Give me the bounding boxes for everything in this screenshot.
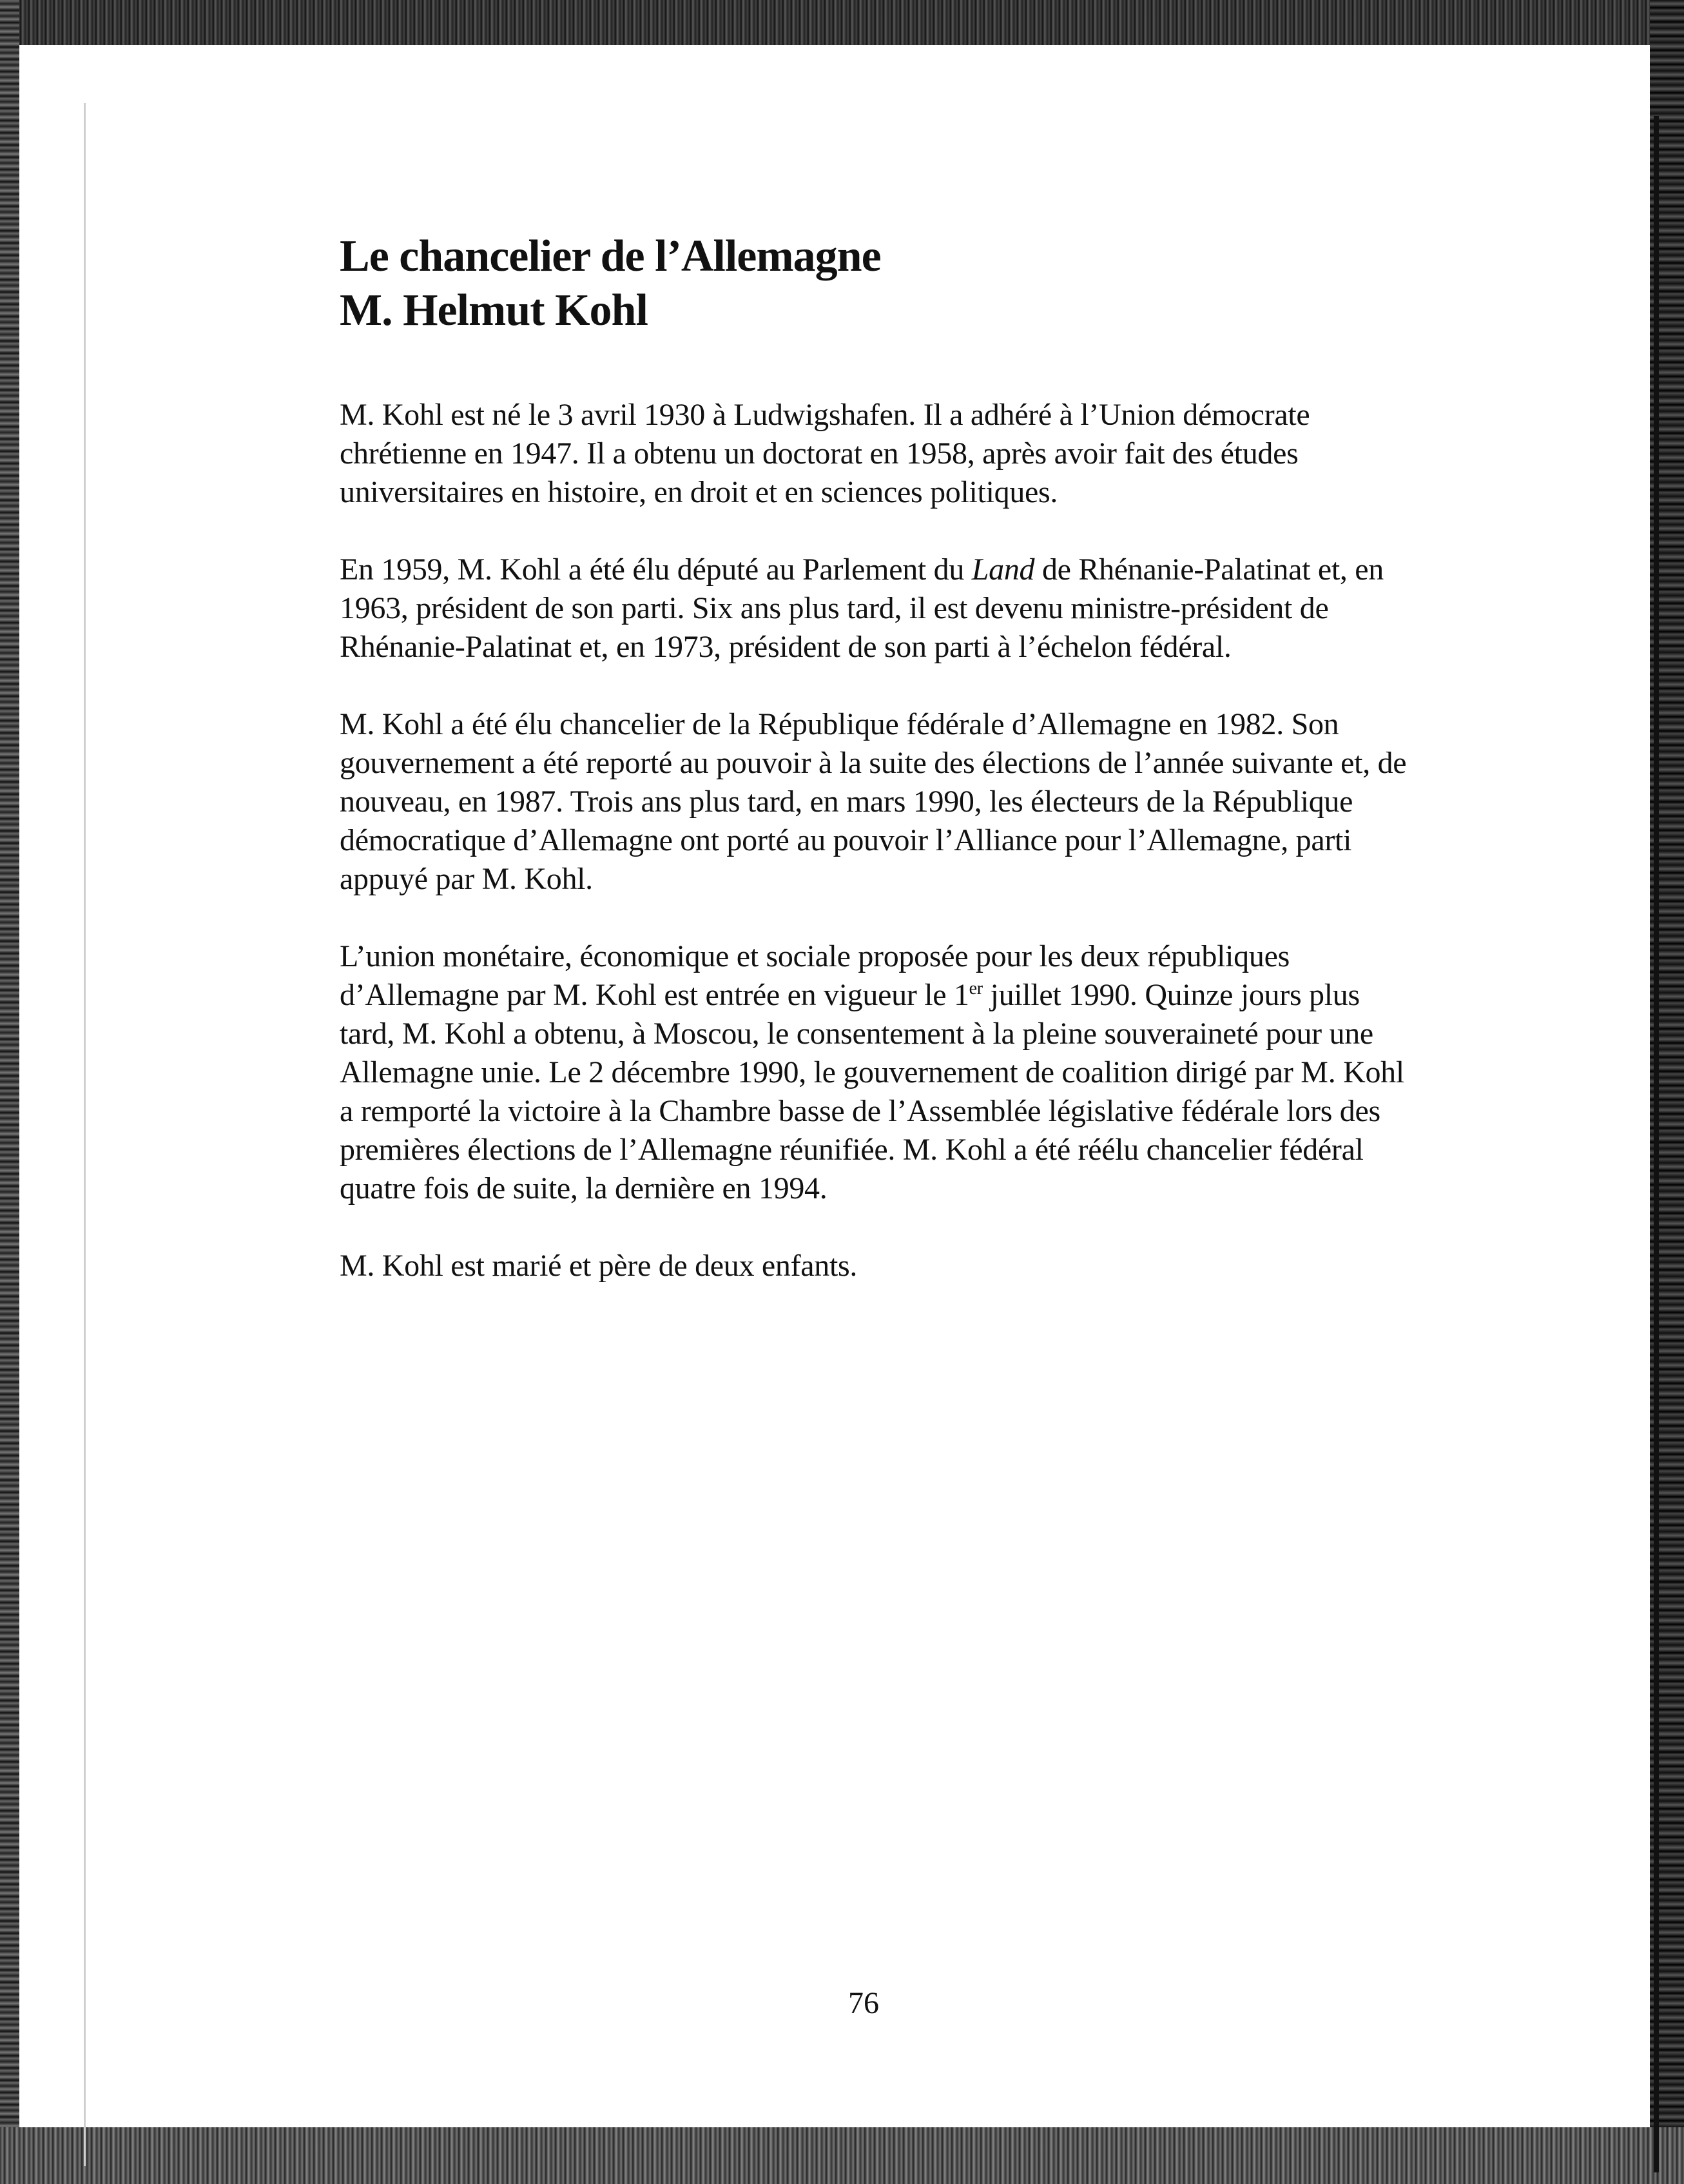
paragraph-reunification-text-a: L’union monétaire, économique et sociale proposée pour les deux républiques d’Allemagne par M. Kohl est entrée en vigueur le 1 — [340, 939, 1290, 1012]
scan-edge-top — [0, 0, 1684, 52]
paragraph-early-career-italic: Land — [971, 552, 1035, 587]
title-line-1: Le chancelier de l’Allemagne — [340, 231, 881, 281]
paragraph-reunification — [340, 937, 1409, 1208]
title-line-2: M. Helmut Kohl — [340, 286, 648, 335]
paragraph-early-career-text-a: En 1959, M. Kohl a été élu député au Parlement du — [340, 552, 972, 587]
page-number: 76 — [848, 1986, 879, 2020]
paragraph-birth: M. Kohl est né le 3 avril 1930 à Ludwigshafen. Il a adhéré à l’Union démocrate chrétienne en 1947. Il a obtenu un doctorat en 1958, après avoir fait des études universitaires en histoire, en droit et en sciences politiques. — [340, 398, 1310, 509]
paragraph-reunification-text-b: juillet 1990. Quinze jours plus tard, M. Kohl a obtenu, à Moscou, le consentement à la pleine souveraineté pour une Allemagne unie. Le 2 décembre 1990, le gouvernement de coalition dirigé par M. Kohl a remporté la victoire à la Chambre basse de l’Assemblée législative fédérale lors des premières élections de l’Allemagne réunifiée. M. Kohl a été réélu chancelier fédéral quatre fois de suite, la dernière en 1994. — [340, 978, 1404, 1205]
scan-edge-bottom — [0, 2127, 1684, 2184]
page-right-edge — [1654, 116, 1659, 2172]
paragraph-family: M. Kohl est marié et père de deux enfants. — [340, 1249, 858, 1283]
page-binding-shadow — [84, 103, 86, 2166]
paragraph-early-career-text-b: de Rhénanie-Palatinat et, en 1963, président de son parti. Six ans plus tard, il est devenu ministre-président de Rhénanie-Palatinat et, en 1973, président de son parti à l’échelon fédéral. — [340, 552, 1384, 664]
document-content — [340, 229, 1409, 1324]
paragraph-early-career — [340, 551, 1409, 667]
page-title — [340, 229, 1409, 338]
paragraph-chancellor: M. Kohl a été élu chancelier de la République fédérale d’Allemagne en 1982. Son gouvernement a été reporté au pouvoir à la suite des élections de l’année suivante et, de nouveau, en 1987. Trois ans plus tard, en mars 1990, les électeurs de la République démocratique d’Allemagne ont porté au pouvoir l’Alliance pour l’Allemagne, parti appuyé par M. Kohl. — [340, 707, 1407, 896]
scan-edge-left — [0, 0, 19, 2184]
paragraph-reunification-superscript: er — [969, 979, 983, 999]
